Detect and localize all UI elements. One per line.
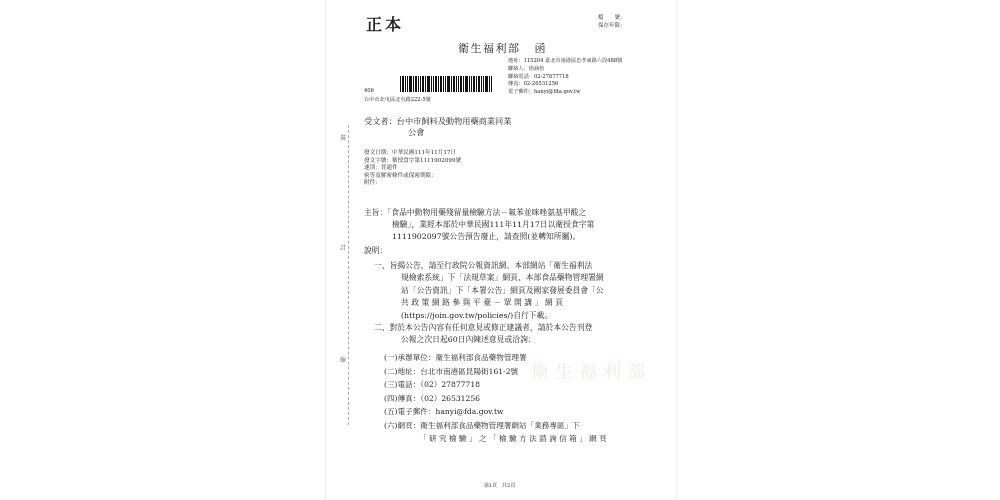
item-line: 共 政 策 網 路 參 與 平 臺 － 眾 開 講 」 網 頁 <box>401 298 563 308</box>
meta-line: 密等及解密條件或保密期限： <box>364 172 437 179</box>
recipient-block <box>364 116 511 138</box>
page-footer: 第1頁 共2頁 <box>484 483 516 489</box>
meta-line: 附件： <box>364 180 381 187</box>
item-line: 一、旨揭公告，請至行政院公報資訊網、本部網站「衛生福利法 <box>374 261 593 270</box>
subitem-line: 「 研 究 檢 驗 」 之 「 檢 驗 方 法 諮 詢 信 箱 」 網 頁 <box>419 434 607 443</box>
retention-label: 保存年限： <box>598 23 626 29</box>
document-number-block <box>598 14 626 30</box>
document-type: 函 <box>534 42 547 55</box>
issuer-name: 衛生福利部 <box>458 42 521 55</box>
binding-mark-middle: 訂 <box>340 245 347 252</box>
recipient-name: 台中市飼料及動物用藥商業同業 <box>396 116 512 126</box>
contact-line: 地址：115204 臺北市南港區忠孝東路六段488號 <box>508 58 623 64</box>
explanation-items <box>374 260 604 347</box>
item-line: 站「公告資訊」下「本署公告」網頁及國家發展委員會「公 <box>401 285 604 295</box>
subject-label: 主旨： <box>364 208 388 217</box>
meta-line: 發文字號：衛授食字第1111902099號 <box>364 157 462 164</box>
document-page <box>326 0 676 500</box>
subitem-line: (四)傳真：（02）26531256 <box>384 393 481 403</box>
binding-mark-bottom: 線 <box>340 357 347 364</box>
contact-line: 傳真：02-26531256 <box>508 81 559 88</box>
doc-number-label: 檔 號： <box>598 15 626 21</box>
subitem-line: (三)電話：（02）27877718 <box>384 380 481 389</box>
document-meta <box>364 150 461 188</box>
explanation-label: 說明： <box>364 246 388 255</box>
subject-line: 1111902097號公告預告廢止，請查照(並轉知所屬)。 <box>392 232 581 241</box>
item-line: (https://join.gov.tw/policies/)自行下載。 <box>401 310 553 320</box>
contact-subitems <box>384 351 607 446</box>
recipient-address: 台中市北屯區北屯路222-5號 <box>364 97 431 103</box>
barcode <box>400 76 492 92</box>
item-line: 公報之次日起60日內陳述意見或洽詢： <box>401 335 536 345</box>
meta-line: 發文日期：中華民國111年11月17日 <box>364 150 457 156</box>
postal-code: 406 <box>364 88 374 94</box>
issuer-title <box>458 40 547 56</box>
contact-line: 聯絡人：徐涵怡 <box>508 65 545 72</box>
binding-line <box>348 125 349 425</box>
contact-info <box>508 58 622 97</box>
contact-line: 聯絡電話：02-27877718 <box>508 73 569 80</box>
subitem-line: (五)電子郵件：hanyi@fda.gov.tw <box>384 407 504 416</box>
contact-line: 電子郵件：hanyi@fda.gov.tw <box>508 89 581 96</box>
item-line: 二、對於本公告內容有任何意見或修正建議者，請於本公告刊登 <box>374 323 593 333</box>
copy-mark: 正本 <box>366 15 405 34</box>
subject-line: 「食品中動物用藥殘留量檢驗方法－氟苯並咪唑氨基甲酸之 <box>387 208 587 217</box>
subitem-line: (六)網頁：衛生福利部食品藥物管理署網站「業務專區」下 <box>384 420 580 430</box>
subject-line: 檢驗」，業經本部於中華民國111年11月17日以衛授食字第 <box>392 220 595 229</box>
subject-block <box>364 207 594 243</box>
watermark: 衛生福利部 <box>531 362 651 383</box>
subitem-line: (二)地址：台北市南港區昆陽街161-2號 <box>384 366 519 376</box>
subitem-line: (一)承辦單位：衛生福利部食品藥物管理署 <box>384 353 527 362</box>
recipient-label: 受文者： <box>364 116 397 126</box>
binding-mark-top: 裝 <box>340 135 347 142</box>
item-line: 規檢索系統」下「法規草案」網頁、本部食品藥物管理署網 <box>401 273 604 283</box>
recipient-name-cont: 公會 <box>408 127 425 137</box>
meta-line: 速別：普通件 <box>364 165 398 172</box>
